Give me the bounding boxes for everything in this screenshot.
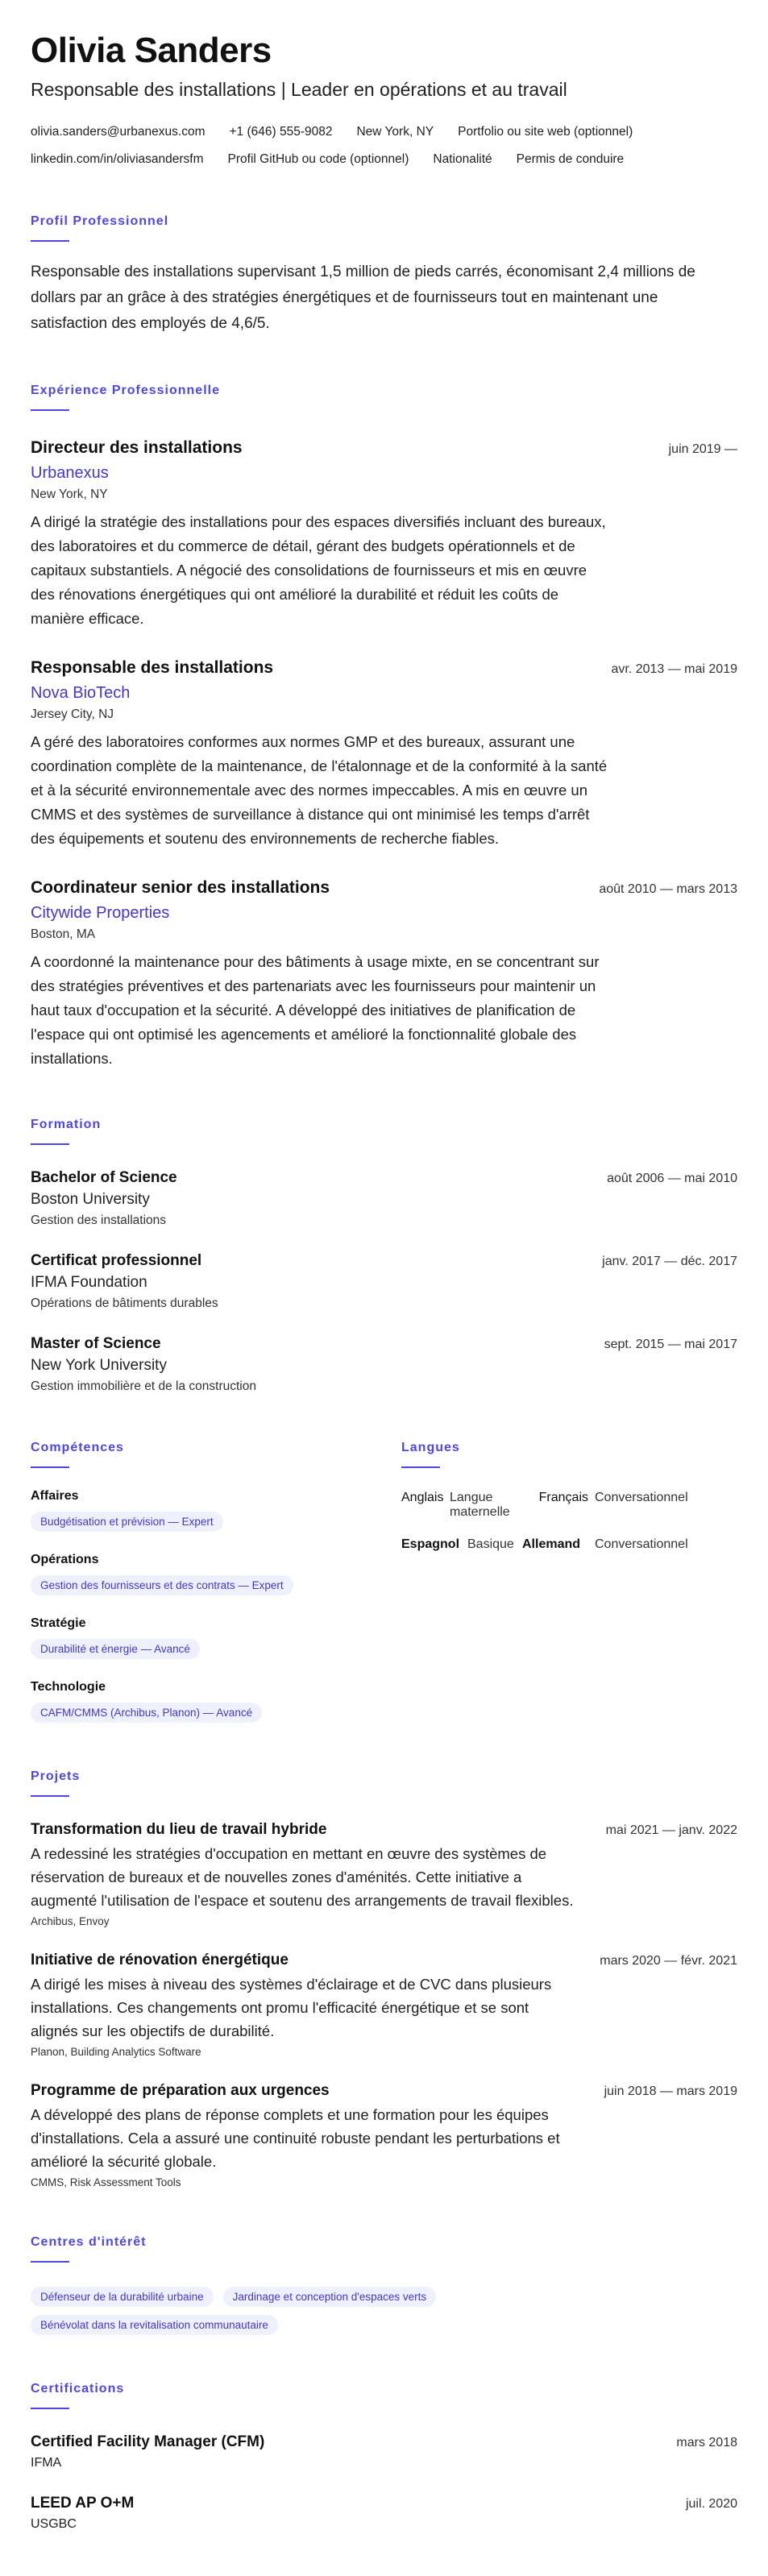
project-title: Programme de préparation aux urgences <box>31 2082 330 2099</box>
language-level: Langue maternelle <box>450 1491 510 1519</box>
section-title: Projets <box>31 1769 81 1783</box>
profile-summary: Responsable des installations supervisant 1,5 million de pieds carrés, économisant 2,4 millions de dollars par an grâce à des stratégies énergétiques et de fournisseurs tout en maintenant une satisfaction des employés de 4,6/5. <box>31 263 695 332</box>
skill-category: Affaires <box>31 1489 79 1503</box>
section-title: Langues <box>401 1441 460 1454</box>
projects-section <box>31 1769 737 2188</box>
language-name: Anglais <box>401 1491 444 1504</box>
section-divider <box>31 240 69 242</box>
candidate-headline: Responsable des installations | Leader en opérations et au travail <box>31 79 567 100</box>
section-title: Compétences <box>31 1441 124 1454</box>
company-name: Citywide Properties <box>31 904 170 922</box>
skills-languages-row <box>31 1441 737 1723</box>
education-entry <box>31 1252 737 1311</box>
job-description: A dirigé la stratégie des installations pour des espaces diversifiés incluant des bureaux, des laboratoires et du commerce de détail, gérant des budgets opérationnels et de capitaux substantiels. A négocié des consolidations de fournisseurs et mis en œuvre des rénovations énergétiques qui ont amélioré la durabilité et réduit les coûts de manière efficace. <box>31 513 606 627</box>
project-dates: mars 2020 — févr. 2021 <box>600 1954 737 1968</box>
project-tools: Archibus, Envoy <box>31 1915 110 1927</box>
contact-github[interactable]: Profil GitHub ou code (optionnel) <box>227 152 409 166</box>
skill-group <box>31 1616 401 1659</box>
school-name: IFMA Foundation <box>31 1274 147 1291</box>
degree-title: Bachelor of Science <box>31 1169 177 1186</box>
project-dates: juin 2018 — mars 2019 <box>604 2084 737 2098</box>
job-dates: juin 2019 — <box>668 442 737 456</box>
language-level: Conversationnel <box>595 1537 688 1551</box>
certification-entry <box>31 2495 737 2532</box>
certification-name: Certified Facility Manager (CFM) <box>31 2433 265 2450</box>
skill-group <box>31 1489 401 1532</box>
section-divider <box>401 1466 440 1468</box>
job-description: A géré des laboratoires conformes aux normes GMP et des bureaux, assurant une coordination complète de la maintenance, de l'étalonnage et de la conformité à la santé et à la sécurité environnementale avec des normes impeccables. A mis en œuvre un CMMS et des systèmes de surveillance à distance qui ont minimisé les temps d'arrêt des équipements et soutenu des environnements de recherche fiables. <box>31 733 608 847</box>
contact-portfolio[interactable]: Portfolio ou site web (optionnel) <box>458 125 633 139</box>
language-level: Basique <box>467 1537 514 1551</box>
contact-nationality: Nationalité <box>433 152 492 166</box>
section-divider <box>31 2261 69 2263</box>
job-title: Responsable des installations <box>31 658 274 677</box>
project-tools: Planon, Building Analytics Software <box>31 2046 201 2058</box>
language-name: Français <box>538 1491 588 1504</box>
certification-date: mars 2018 <box>676 2436 737 2449</box>
language-name: Allemand <box>522 1537 581 1551</box>
section-title: Formation <box>31 1118 102 1131</box>
school-name: Boston University <box>31 1191 150 1208</box>
language-name: Espagnol <box>401 1537 460 1551</box>
project-description: A redessiné les stratégies d'occupation en mettant en œuvre des systèmes de réservation de bureaux et de nouvelles zones d'aménités. Cette initiative a augmenté l'utilisation de l'espace et soutenu des arrangements de travail flexibles. <box>31 1845 574 1909</box>
education-dates: août 2006 — mai 2010 <box>607 1172 737 1185</box>
degree-title: Master of Science <box>31 1335 161 1352</box>
contact-phone[interactable]: +1 (646) 555-9082 <box>229 125 333 139</box>
study-field: Opérations de bâtiments durables <box>31 1296 218 1310</box>
section-title: Centres d'intérêt <box>31 2235 147 2249</box>
profile-section <box>31 214 737 337</box>
contact-linkedin[interactable]: linkedin.com/in/oliviasandersfm <box>31 152 204 166</box>
language-level: Conversationnel <box>595 1491 688 1504</box>
education-entry <box>31 1335 737 1394</box>
resume-header <box>31 31 737 168</box>
project-description: A dirigé les mises à niveau des systèmes d'éclairage et de CVC dans plusieurs installations. Ces changements ont promu l'efficacité énergétique et se sont alignés sur les objectifs de durabilité. <box>31 1976 552 2039</box>
interest-chip: Défenseur de la durabilité urbaine <box>31 2287 214 2307</box>
education-section <box>31 1118 737 1394</box>
skill-chip: Durabilité et énergie — Avancé <box>31 1639 200 1659</box>
certification-date: juil. 2020 <box>685 2497 737 2511</box>
project-entry <box>31 1821 737 1927</box>
job-title: Directeur des installations <box>31 438 243 457</box>
contact-email[interactable]: olivia.sanders@urbanexus.com <box>31 125 205 139</box>
skill-category: Opérations <box>31 1553 99 1566</box>
interest-chip: Jardinage et conception d'espaces verts <box>223 2287 436 2307</box>
project-description: A développé des plans de réponse complets et une formation pour les équipes d'installations. Cela a assuré une continuité robuste pendant les perturbations et amélioré la sécurité globale. <box>31 2106 560 2170</box>
interests-list <box>31 2279 595 2335</box>
project-entry <box>31 1952 737 2058</box>
education-dates: janv. 2017 — déc. 2017 <box>602 1255 737 1268</box>
skill-chip: Gestion des fournisseurs et des contrats — Expert <box>31 1575 293 1595</box>
job-location: Boston, MA <box>31 927 96 941</box>
certifications-section <box>31 2382 737 2532</box>
degree-title: Certificat professionnel <box>31 1252 202 1269</box>
interest-chip: Bénévolat dans la revitalisation communautaire <box>31 2315 278 2335</box>
languages-section <box>401 1441 737 1723</box>
project-entry <box>31 2082 737 2188</box>
certification-issuer: IFMA <box>31 2456 62 2470</box>
job-title: Coordinateur senior des installations <box>31 878 330 897</box>
interests-section <box>31 2235 737 2335</box>
experience-entry <box>31 878 737 1071</box>
section-divider <box>31 1795 69 1797</box>
candidate-name: Olivia Sanders <box>31 31 272 70</box>
job-location: Jersey City, NJ <box>31 707 114 721</box>
education-dates: sept. 2015 — mai 2017 <box>604 1338 737 1351</box>
experience-entry <box>31 438 737 631</box>
languages-list <box>401 1491 737 1552</box>
section-divider <box>31 2408 69 2409</box>
skill-chip: Budgétisation et prévision — Expert <box>31 1512 223 1532</box>
section-title: Profil Professionnel <box>31 214 169 228</box>
project-title: Initiative de rénovation énergétique <box>31 1952 289 1968</box>
job-dates: août 2010 — mars 2013 <box>599 882 737 896</box>
project-tools: CMMS, Risk Assessment Tools <box>31 2176 181 2188</box>
skill-category: Stratégie <box>31 1616 86 1630</box>
section-title: Certifications <box>31 2382 125 2396</box>
skill-group <box>31 1680 401 1723</box>
study-field: Gestion immobilière et de la construction <box>31 1379 256 1393</box>
experience-section <box>31 384 737 1071</box>
company-name: Nova BioTech <box>31 684 131 702</box>
company-name: Urbanexus <box>31 464 109 482</box>
study-field: Gestion des installations <box>31 1213 167 1227</box>
section-divider <box>31 409 69 411</box>
contact-location: New York, NY <box>356 125 434 139</box>
skills-section <box>31 1441 401 1723</box>
skill-category: Technologie <box>31 1680 106 1694</box>
skill-chip: CAFM/CMMS (Archibus, Planon) — Avancé <box>31 1703 262 1723</box>
job-dates: avr. 2013 — mai 2019 <box>611 662 737 676</box>
skill-group <box>31 1553 401 1595</box>
experience-entry <box>31 658 737 851</box>
contact-license: Permis de conduire <box>516 152 625 166</box>
certification-name: LEED AP O+M <box>31 2495 135 2512</box>
job-location: New York, NY <box>31 487 108 501</box>
section-title: Expérience Professionnelle <box>31 384 220 397</box>
job-description: A coordonné la maintenance pour des bâtiments à usage mixte, en se concentrant sur des stratégies préventives et des partenariats avec les fournisseurs pour maintenir un haut taux d'occupation et la sécurité. A développé des initiatives de planification de l'espace qui ont optimisé les agencements et amélioré la fonctionnalité globale des installations. <box>31 953 600 1067</box>
certification-entry <box>31 2433 737 2470</box>
section-divider <box>31 1143 69 1145</box>
section-divider <box>31 1466 69 1468</box>
education-entry <box>31 1169 737 1228</box>
project-dates: mai 2021 — janv. 2022 <box>605 1823 737 1837</box>
certification-issuer: USGBC <box>31 2517 77 2531</box>
contact-info <box>31 113 737 168</box>
project-title: Transformation du lieu de travail hybride <box>31 1821 327 1838</box>
school-name: New York University <box>31 1357 167 1374</box>
